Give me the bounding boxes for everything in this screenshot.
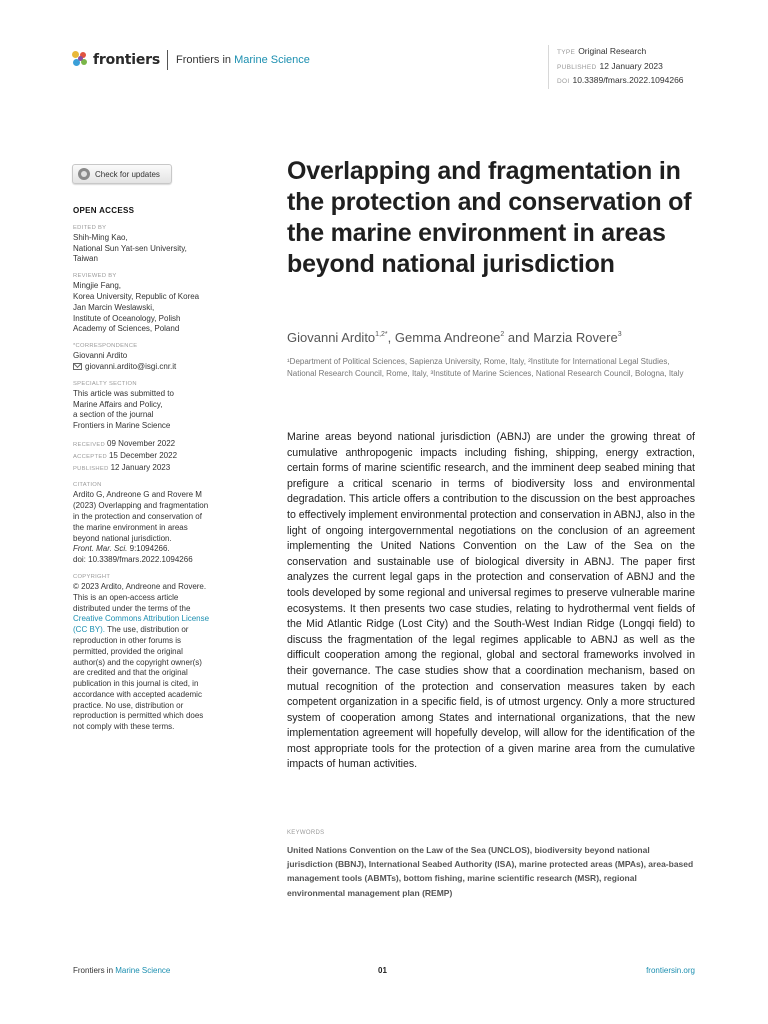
reviewed-by-label: REVIEWED BY xyxy=(73,273,117,280)
reviewed-by-text: Mingjie Fang, Korea University, Republic of Korea Jan Marcin Weslawski, Institute of Oceanology, Polish Academy of Sciences, Poland xyxy=(73,281,200,334)
header-divider xyxy=(167,50,168,70)
published-date: PUBLISHED 12 January 2023 xyxy=(73,462,171,472)
abstract: Marine areas beyond national jurisdiction (ABNJ) are under the growing threat of cumulative anthropogenic impacts including fishing, shipping, energy extraction, certain forms of marine scientific research, and the imminent deep seabed mining that prefigure a critical scenario in terms of biodiversity loss and environmental degradation. This article offers a contribution to the discussion on the best approaches to effectively implement environmental protection and conservation in ABNJ, also in the light of ongoing intergovernmental negotiations on the conclusion of an agreement implementing the United Nations Convention on the Law of the Sea on the conservation and sustainable use of biological diversity in ABNJ. The paper first analyzes the current legal gaps in the protection and conservation of ABNJ and the tools developed by some regional and universal regimes to preserve vulnerable marine ecosystems. It then presents two case studies, relating to hydrothermal vent fields of the Mid Atlantic Ridge (Lost City) and the South-West Indian Ridge (Longqi field) to discuss the fragmentation of the legal regimes applicable to ABNJ as well as the difficult cooperation among the regional, global and sectoral frameworks involved in their governance. The case studies show that a coordination mechanism, based on mutual recognition of the protection and conservation measures taken by each competent organization in a specific field, is of utmost urgency. Only a more structured system of cooperation among States and international organizations, that the new implementation agreement will hopefully develop, will allow for the identification of the most appropriate tools for the protection of a given marine area from the cumulative impacts of human activities. xyxy=(287,431,695,771)
copyright-text: © 2023 Ardito, Andreone and Rovere. This is an open-access article distributed under the terms of the Creative Commons Attribution License (CC BY). The use, distribution or reproduction in other forums is permitted, provided the original author(s) and the copyright owner(s) are credited and that the original publication in this journal is cited, in accordance with accepted academic practice. No use, distribution or reproduction is permitted which does not comply with these terms. xyxy=(73,581,210,732)
article-meta xyxy=(548,45,684,89)
author-name[interactable]: Gemma Andreone xyxy=(394,330,501,345)
article-doi[interactable]: DOI 10.3389/fmars.2022.1094266 xyxy=(557,75,684,85)
citation-label: CITATION xyxy=(73,482,102,489)
citation-doi[interactable]: doi: 10.3389/fmars.2022.1094266 xyxy=(73,555,193,565)
footer-site-link[interactable]: frontiersin.org xyxy=(646,966,695,975)
article-authors: Giovanni Ardito$^{1,2*}$, Gemma Andreone$^2$ and Marzia Rovere$^3$ xyxy=(287,330,622,345)
article-type: TYPE Original Research xyxy=(557,46,647,56)
footer-journal[interactable]: Frontiers in Marine Science xyxy=(73,966,171,975)
article-sidebar xyxy=(73,206,235,733)
correspondence-email[interactable]: giovanni.ardito@isgi.cnr.it xyxy=(73,362,235,373)
check-for-updates-label: Check for updates xyxy=(95,169,160,179)
specialty-label: SPECIALTY SECTION xyxy=(73,380,137,387)
article-title: Overlapping and fragmentation in the protection and conservation of the marine environment in areas beyond national jurisdiction xyxy=(287,157,692,278)
citation-journal-line: Front. Mar. Sci. 9:1094266. xyxy=(73,544,170,554)
page-number: 01 xyxy=(378,966,387,975)
author-affiliations: ¹Department of Political Sciences, Sapienza University, Rome, Italy, ²Institute for International Legal Studies, National Research Council, Rome, Italy, ³Institute of Marine Sciences, National Research Council, Bologna, Italy xyxy=(287,357,684,378)
keywords-label: KEYWORDS xyxy=(287,830,325,836)
keywords: United Nations Convention on the Law of the Sea (UNCLOS), biodiversity beyond national jurisdiction (BBNJ), International Seabed Authority (ISA), marine protected areas (MPAs), area-based management tools (ABMTs), bottom fishing, marine scientific research (MSR), regional environmental management plan (REMP) xyxy=(287,845,694,898)
frontiers-logo-mark-icon xyxy=(72,51,90,69)
check-for-updates-button[interactable] xyxy=(72,164,172,184)
citation-text: Ardito G, Andreone G and Rovere M (2023) Overlapping and fragmentation in the protection and conservation of the marine environment in areas beyond national jurisdiction. xyxy=(73,490,209,543)
brand-name: frontiers xyxy=(93,52,161,68)
edited-by-text: Shih-Ming Kao, National Sun Yat-sen University, Taiwan xyxy=(73,232,187,264)
specialty-text: This article was submitted to Marine Affairs and Policy, a section of the journal Frontiers in Marine Science xyxy=(73,388,174,431)
open-access-label: OPEN ACCESS xyxy=(73,206,135,215)
updates-icon xyxy=(78,168,90,180)
author-name[interactable]: Giovanni Ardito xyxy=(287,330,376,345)
journal-name[interactable]: Frontiers in Marine Science xyxy=(176,54,310,66)
frontiers-logo[interactable] xyxy=(72,50,160,70)
accepted-date: ACCEPTED 15 December 2022 xyxy=(73,450,178,460)
license-link[interactable]: Creative Commons Attribution License (CC BY). xyxy=(73,614,210,635)
article-published: PUBLISHED 12 January 2023 xyxy=(557,60,663,71)
edited-by-label: EDITED BY xyxy=(73,224,107,231)
copyright-label: COPYRIGHT xyxy=(73,573,111,580)
article-dates xyxy=(73,439,235,474)
author-name[interactable]: Marzia Rovere xyxy=(533,330,618,345)
received-date: RECEIVED 09 November 2022 xyxy=(73,438,176,448)
correspondence-name: Giovanni Ardito xyxy=(73,351,128,361)
correspondence-label: *CORRESPONDENCE xyxy=(73,343,138,350)
mail-icon xyxy=(73,363,82,370)
